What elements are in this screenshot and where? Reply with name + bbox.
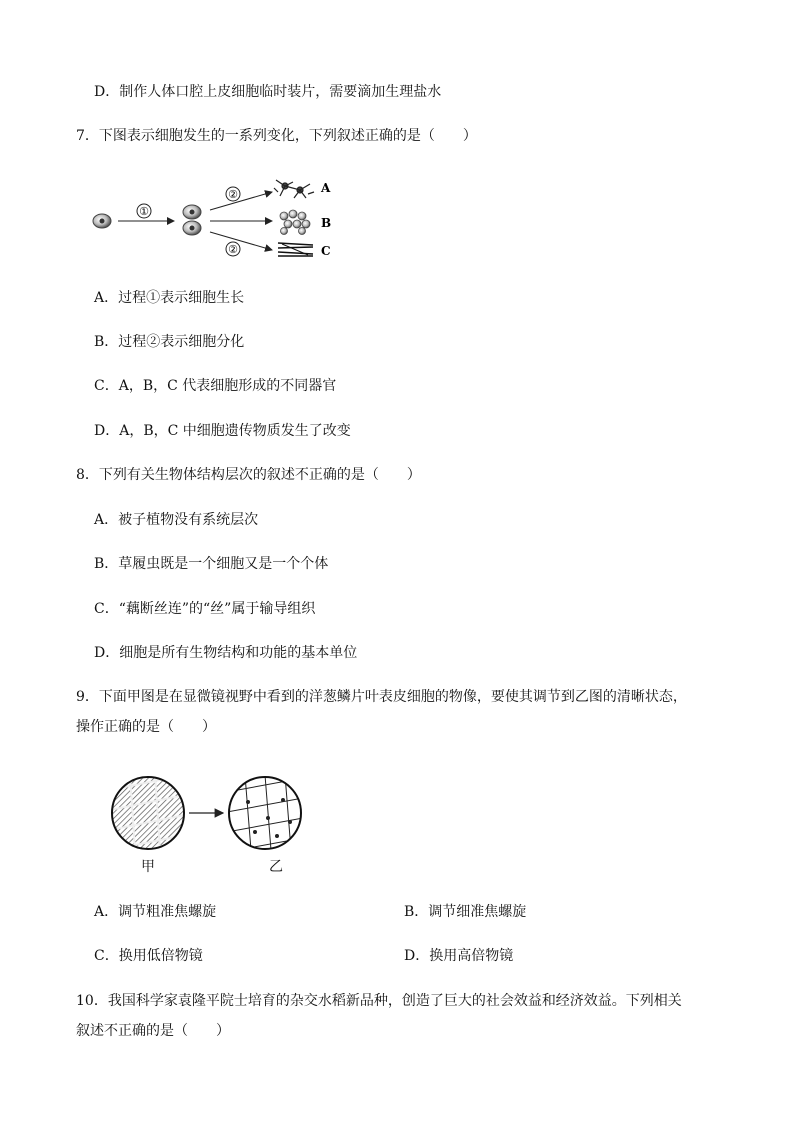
q9-option-c[interactable]: C．换用低倍物镜 bbox=[94, 948, 203, 964]
round-cells-icon bbox=[280, 210, 310, 235]
q10-stem-line1: 10．我国科学家袁隆平院士培育的杂交水稻新品种，创造了巨大的社会效益和经济效益。下列相关 bbox=[76, 993, 682, 1009]
divided-cells-icon bbox=[183, 205, 201, 235]
q9-option-a[interactable]: A．调节粗准焦螺旋 bbox=[94, 904, 217, 920]
q7-stem: 7．下图表示细胞发生的一系列变化，下列叙述正确的是（ ） bbox=[76, 128, 477, 144]
muscle-fibers-icon bbox=[278, 243, 313, 256]
q7-option-d[interactable]: D．A，B，C 中细胞遗传物质发生了改变 bbox=[94, 423, 351, 439]
q6-option-d: D．制作人体口腔上皮细胞临时装片，需要滴加生理盐水 bbox=[94, 84, 442, 100]
svg-text:②: ② bbox=[228, 188, 238, 201]
svg-text:①: ① bbox=[139, 205, 149, 218]
label-c: C bbox=[321, 244, 331, 258]
q9-microscope-figure bbox=[105, 770, 305, 860]
label-b: B bbox=[321, 216, 332, 230]
q9-stem-line2: 操作正确的是（ ） bbox=[76, 719, 216, 735]
q8-option-b[interactable]: B．草履虫既是一个细胞又是一个个体 bbox=[94, 556, 329, 572]
single-cell-icon bbox=[93, 214, 111, 228]
q9-option-b[interactable]: B．调节细准焦螺旋 bbox=[404, 904, 527, 920]
clear-view-icon bbox=[227, 775, 303, 852]
q7-option-a[interactable]: A．过程①表示细胞生长 bbox=[94, 290, 245, 306]
step2-label-bottom bbox=[226, 242, 240, 256]
blurry-view-icon bbox=[110, 775, 185, 850]
q8-option-c[interactable]: C．“藕断丝连”的“丝”属于输导组织 bbox=[94, 601, 316, 617]
q7-cell-diagram bbox=[88, 170, 348, 265]
step2-label-top bbox=[226, 187, 240, 201]
q9-option-d[interactable]: D．换用高倍物镜 bbox=[404, 948, 514, 964]
q8-stem: 8．下列有关生物体结构层次的叙述不正确的是（ ） bbox=[76, 467, 421, 483]
step1-label bbox=[137, 204, 151, 218]
label-jia: 甲 bbox=[141, 859, 155, 875]
q7-option-b[interactable]: B．过程②表示细胞分化 bbox=[94, 334, 245, 350]
label-yi: 乙 bbox=[269, 859, 283, 875]
q10-stem-line2: 叙述不正确的是（ ） bbox=[76, 1023, 230, 1039]
q9-stem-line1: 9．下面甲图是在显微镜视野中看到的洋葱鳞片叶表皮细胞的物像，要使其调节到乙图的清晰状态， bbox=[76, 689, 687, 705]
q8-option-a[interactable]: A．被子植物没有系统层次 bbox=[94, 512, 259, 528]
nerve-cells-icon bbox=[274, 180, 314, 198]
svg-text:②: ② bbox=[228, 243, 238, 256]
q8-option-d[interactable]: D．细胞是所有生物结构和功能的基本单位 bbox=[94, 645, 358, 661]
q7-option-c[interactable]: C．A，B，C 代表细胞形成的不同器官 bbox=[94, 378, 337, 394]
label-a: A bbox=[321, 181, 331, 195]
